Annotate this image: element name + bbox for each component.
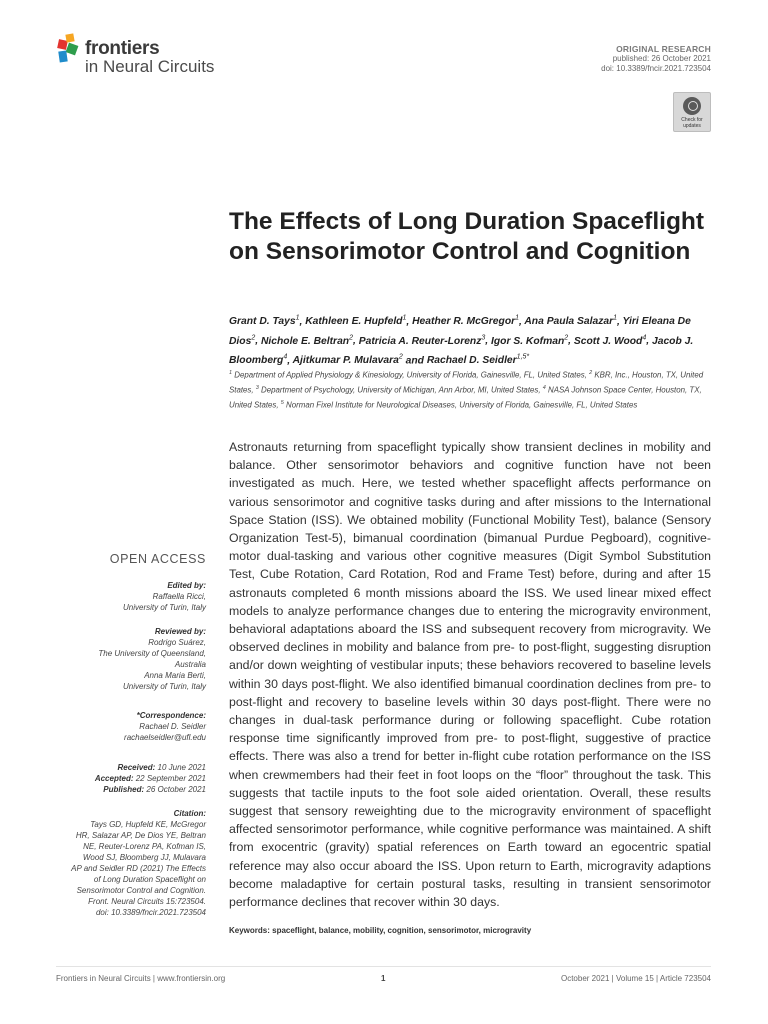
citation-line: of Long Duration Spaceflight on (93, 875, 206, 884)
reviewed-by-line: Rodrigo Suárez, (148, 638, 206, 647)
article-title: The Effects of Long Duration Spaceflight on Sensorimotor Control and Cognition (229, 208, 705, 265)
author-name[interactable]: Heather R. McGregor$^1$ (412, 315, 520, 328)
journal-name: in Neural Circuits (85, 57, 215, 76)
article-type: ORIGINAL RESEARCH (616, 44, 711, 54)
edited-by (40, 580, 206, 613)
citation-line: Sensorimotor Control and Cognition. (76, 886, 206, 895)
author-list: Grant D. Tays$^1$, Kathleen E. Hupfeld$^1$, Heather R. McGregor$^1$, Ana Paula Salazar$^1$, Yiri Eleana De Dios$^2$, Nichole E. Beltran$^2$, Patricia A. Reuter-Lorenz$^3$, Igor S. Kofman$^2$, Scott J. Wood$^4$, Jacob J. Bloomberg$^4$, Ajitkumar P. Mulavara$^2$ and Rachael D. Seidler$^{1,5*}$ (229, 315, 694, 367)
check-updates-label: Check for updates (681, 117, 703, 129)
correspondence (40, 710, 206, 743)
citation-heading: Citation: (173, 809, 206, 818)
affiliation-number: 2 (589, 370, 593, 376)
author-name[interactable]: Igor S. Kofman$^2$ (491, 334, 569, 347)
affiliation-text: Department of Applied Physiology & Kinesiology, University of Florida, Gainesville, FL, United States, (234, 370, 590, 380)
author-name[interactable]: Nichole E. Beltran$^2$ (260, 334, 353, 347)
reviewed-by-line: Anna Maria Berti, (144, 671, 206, 680)
reviewed-by-line: University of Turin, Italy (123, 682, 206, 691)
keywords: Keywords: spaceflight, balance, mobility, cognition, sensorimotor, microgravity (229, 926, 532, 935)
citation-line: Tays GD, Hupfeld KE, McGregor (90, 820, 206, 829)
citation-line: Wood SJ, Bloomberg JJ, Mulavara (82, 853, 206, 862)
edited-by-heading: Edited by: (167, 581, 206, 590)
author-name[interactable]: Ana Paula Salazar$^1$ (524, 315, 617, 328)
citation (40, 808, 206, 918)
author-name[interactable]: Scott J. Wood$^4$ (573, 334, 647, 347)
author-name[interactable]: Yiri Eleana De Dios$^2$ (229, 316, 691, 347)
author-name[interactable]: Ajitkumar P. Mulavara$^2$ (292, 353, 403, 367)
reviewed-by-line: Australia (174, 660, 206, 669)
citation-line: NE, Reuter-Lorenz PA, Kofman IS, (83, 842, 206, 851)
affiliation-text: Department of Psychology, University of Michigan, Ann Arbor, MI, United States, (261, 385, 543, 395)
check-for-updates-badge[interactable] (673, 92, 711, 132)
footer-divider (56, 966, 711, 967)
journal-brand: frontiers (85, 38, 160, 59)
bookmark-icon (683, 97, 701, 115)
page-number: 1 (381, 974, 386, 983)
affiliation-number: 3 (255, 384, 259, 391)
author-name[interactable]: Kathleen E. Hupfeld$^1$ (305, 315, 407, 328)
correspondence-heading: *Correspondence: (136, 711, 206, 720)
abstract: Astronauts returning from spaceflight typically show transient declines in mobility and balance. Other sensorimotor behaviors and cognitive function have not been investigated as much. Here, we tested whether spaceflight affects performance on various sensorimotor and cognitive tasks during and after missions to the International Space Station (ISS). We obtained mobility (Functional Mobility Test), balance (Sensory Organization Test-5), bimanual coordination (bimanual Purdue Pegboard), cognitive-motor dual-tasking and various other cognitive measures (Digit Symbol Substitution Test, Cube Rotation, Card Rotation, Rod and Frame Test) before, during and after 15 astronauts completed 6 month missions aboard the ISS. We used linear mixed effect models to analyze performance changes due to entering the microgravity environment, behavioral adaptations aboard the ISS and subsequent recovery from microgravity. We observed declines in mobility and balance from pre- to post-flight, suggesting disruption and/or down weighting of vestibular inputs; these behaviors recovered to baseline levels within 30 days post-flight. We also identified bimanual coordination declines from pre- to post-flight and recovery to baseline levels within 30 days post-flight. There were no changes in dual-task performance during or following spaceflight. Cube rotation response time significantly improved from pre- to post-flight, suggestive of practice effects. There was also a trend for better in-flight cube rotation performance on the ISS when crewmembers had their feet in foot loops on the “floor” throughout the task. This suggests that tactile inputs to the foot sole aided orientation. Overall, these results suggest that sensory reweighting due to the microgravity environment of spaceflight affected sensorimotor performance, while cognitive performance was maintained. A shift from exocentric (gravity) spatial references on Earth toward an egocentric spatial reference may also occur aboard the ISS. Upon return to Earth, microgravity adaptions become maladaptive for certain postural tasks, resulting in transient sensorimotor performance declines that recover within 30 days. (229, 440, 711, 910)
author-name[interactable]: Rachael D. Seidler$^{1,5*}$ (426, 353, 530, 367)
correspondence-name: Rachael D. Seidler (139, 722, 206, 731)
footer-issue-info: October 2021 | Volume 15 | Article 723504 (560, 974, 711, 983)
affiliation-text: KBR, Inc., Houston, TX, United States, (229, 370, 704, 395)
date-received: Received: 10 June 2021 (117, 763, 206, 772)
open-access-label: OPEN ACCESS (109, 552, 206, 566)
article-dates (40, 762, 206, 795)
author-name[interactable]: Grant D. Tays$^1$ (229, 315, 300, 328)
edited-by-line: University of Turin, Italy (123, 603, 206, 612)
frontiers-logo-icon (56, 34, 80, 64)
affiliation-number: 1 (229, 370, 233, 376)
citation-line: AP and Seidler RD (2021) The Effects (71, 864, 206, 873)
author-name[interactable]: Patricia A. Reuter-Lorenz$^3$ (358, 334, 486, 347)
affiliation-number: 4 (542, 384, 546, 391)
published-date: published: 26 October 2021 (612, 54, 711, 63)
date-published: Published: 26 October 2021 (103, 785, 206, 794)
date-accepted: Accepted: 22 September 2021 (94, 774, 206, 783)
affiliation-number: 5 (280, 399, 284, 406)
edited-by-line: Raffaella Ricci, (152, 592, 206, 601)
citation-line[interactable]: doi: 10.3389/fncir.2021.723504 (95, 908, 206, 917)
author-name[interactable]: Jacob J. Bloomberg$^4$ (229, 335, 694, 367)
affiliation-text: Norman Fixel Institute for Neurological Diseases, University of Florida, Gainesville, FL, United States (286, 400, 638, 410)
citation-line: Front. Neural Circuits 15:723504. (88, 897, 206, 906)
footer-journal-link[interactable]: Frontiers in Neural Circuits | www.frontiersin.org (56, 974, 226, 983)
journal-logo[interactable] (56, 34, 256, 82)
reviewed-by-line: The University of Queensland, (98, 649, 206, 658)
citation-line: HR, Salazar AP, De Dios YE, Beltran (75, 831, 206, 840)
affiliations (229, 367, 719, 412)
reviewed-by (40, 626, 206, 692)
reviewed-by-heading: Reviewed by: (154, 627, 206, 636)
doi[interactable]: doi: 10.3389/fncir.2021.723504 (601, 64, 711, 73)
article-meta (601, 44, 711, 74)
correspondence-email[interactable]: rachaelseidler@ufl.edu (124, 733, 206, 742)
affiliation-text: NASA Johnson Space Center, Houston, TX, United States, (229, 385, 702, 410)
